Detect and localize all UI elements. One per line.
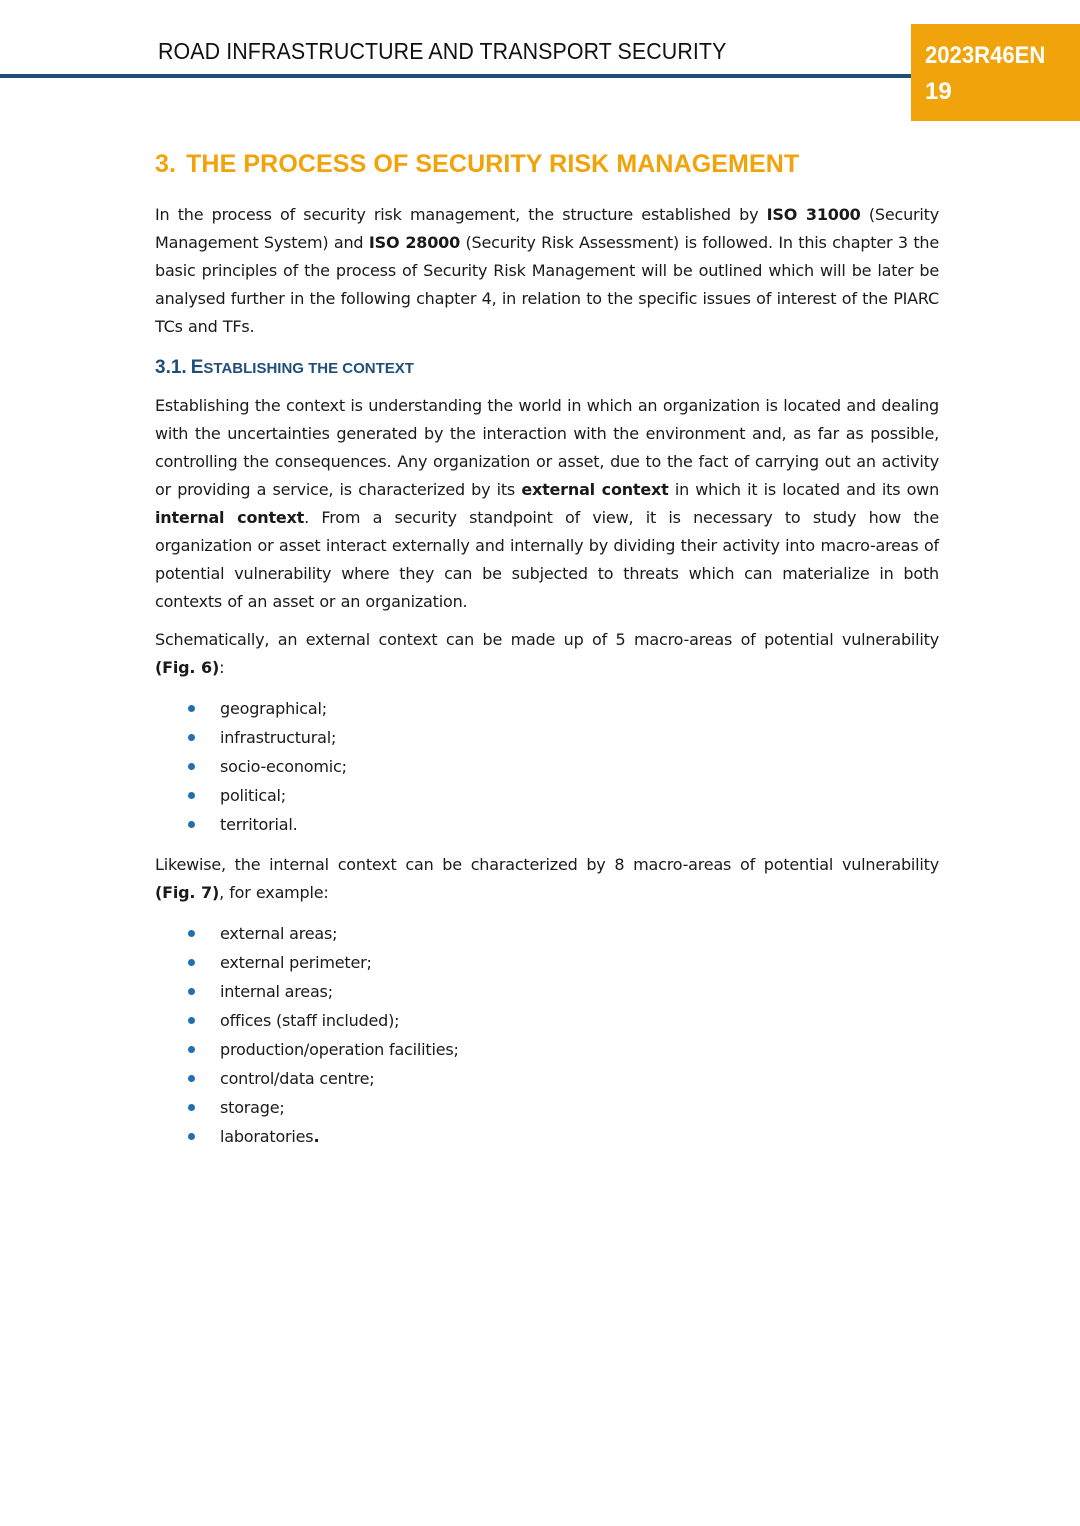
bullet-icon bbox=[188, 1133, 195, 1140]
section-heading bbox=[155, 150, 939, 179]
list-item bbox=[155, 1035, 939, 1064]
list-item-text: storage; bbox=[220, 1098, 285, 1117]
list-item-text: external perimeter; bbox=[220, 953, 372, 972]
context-text-3: . From a security standpoint of view, it is necessary to study how the organization or asset interact externally and internally by dividing their activity into macro-areas of potential vulnerability where they can be subjected to threats which can materialize in both contexts of an asset or an organization. bbox=[155, 508, 939, 611]
subsection-title-rest: STABLISHING THE CONTEXT bbox=[203, 360, 414, 377]
list-item bbox=[155, 723, 939, 752]
list-item-text: internal areas; bbox=[220, 982, 333, 1001]
list-item-text: control/data centre; bbox=[220, 1069, 375, 1088]
list-item bbox=[155, 1093, 939, 1122]
document-code: 2023R46EN bbox=[925, 42, 1046, 69]
list-item-text: infrastructural; bbox=[220, 728, 337, 747]
bullet-icon bbox=[188, 988, 195, 995]
internal-context-paragraph bbox=[155, 851, 939, 907]
bullet-icon bbox=[188, 705, 195, 712]
list-item-text: political; bbox=[220, 786, 286, 805]
list-item bbox=[155, 1064, 939, 1093]
subsection-number: 3.1. bbox=[155, 357, 187, 378]
list-item bbox=[155, 1122, 939, 1151]
context-paragraph bbox=[155, 392, 939, 616]
list-item bbox=[155, 694, 939, 723]
bullet-icon bbox=[188, 930, 195, 937]
internal-areas-list bbox=[155, 919, 939, 1151]
list-item bbox=[155, 977, 939, 1006]
intro-text-2: (Security Management System) and bbox=[155, 205, 939, 252]
context-text-2: in which it is located and its own bbox=[668, 480, 940, 499]
subsection-title-initial: E bbox=[190, 357, 204, 378]
bullet-icon bbox=[188, 1017, 195, 1024]
intro-paragraph bbox=[155, 201, 939, 341]
list-item-text: laboratories bbox=[220, 1127, 314, 1146]
running-header-title: ROAD INFRASTRUCTURE AND TRANSPORT SECURITY bbox=[158, 38, 727, 64]
internal-intro-text: Likewise, the internal context can be characterized by 8 macro-areas of potential vulnerability bbox=[155, 855, 939, 874]
external-intro-text: Schematically, an external context can be made up of 5 macro-areas of potential vulnerability bbox=[155, 630, 939, 649]
internal-context-term: internal context bbox=[155, 508, 305, 527]
external-context-paragraph bbox=[155, 626, 939, 682]
list-item bbox=[155, 1006, 939, 1035]
list-item-text: production/operation facilities; bbox=[220, 1040, 459, 1059]
bullet-icon bbox=[188, 792, 195, 799]
page-number: 19 bbox=[925, 78, 952, 105]
bullet-icon bbox=[188, 763, 195, 770]
fig-6-ref: (Fig. 6) bbox=[155, 658, 220, 677]
section-title: THE PROCESS OF SECURITY RISK MANAGEMENT bbox=[186, 150, 800, 178]
fig-7-ref: (Fig. 7) bbox=[155, 883, 220, 902]
list-item bbox=[155, 948, 939, 977]
list-item-text: territorial. bbox=[220, 815, 298, 834]
bullet-icon bbox=[188, 959, 195, 966]
list-item bbox=[155, 752, 939, 781]
external-intro-colon: : bbox=[219, 658, 225, 677]
list-item-text: external areas; bbox=[220, 924, 338, 943]
external-context-term: external context bbox=[521, 480, 669, 499]
internal-intro-tail: , for example: bbox=[219, 883, 329, 902]
list-item-period: . bbox=[313, 1127, 320, 1146]
bullet-icon bbox=[188, 821, 195, 828]
bullet-icon bbox=[188, 1075, 195, 1082]
header-rule bbox=[0, 74, 912, 78]
list-item-text: offices (staff included); bbox=[220, 1011, 400, 1030]
external-areas-list bbox=[155, 694, 939, 839]
page-content bbox=[155, 150, 939, 1163]
section-number: 3. bbox=[155, 150, 177, 178]
list-item-text: socio-economic; bbox=[220, 757, 347, 776]
bullet-icon bbox=[188, 1104, 195, 1111]
subsection-heading bbox=[155, 353, 939, 384]
list-item bbox=[155, 781, 939, 810]
bullet-icon bbox=[188, 734, 195, 741]
intro-text-3: (Security Risk Assessment) is followed. In this chapter 3 the basic principles of the process of Security Risk Management will be outlined which will be later be analysed further in the following chapter 4, in relation to the specific issues of interest of the PIARC TCs and TFs. bbox=[155, 233, 939, 336]
list-item-text: geographical; bbox=[220, 699, 327, 718]
list-item bbox=[155, 810, 939, 839]
context-text-1: Establishing the context is understanding the world in which an organization is located and dealing with the uncertainties generated by the interaction with the environment and, as far as possible, controlling the consequences. Any organization or asset, due to the fact of carrying out an activity or providing a service, is characterized by its bbox=[155, 396, 939, 499]
intro-text-1: In the process of security risk management, the structure established by bbox=[155, 205, 767, 224]
iso-31000: ISO 31000 bbox=[766, 205, 861, 224]
bullet-icon bbox=[188, 1046, 195, 1053]
iso-28000: ISO 28000 bbox=[368, 233, 461, 252]
header-code-box bbox=[911, 24, 1080, 121]
list-item bbox=[155, 919, 939, 948]
